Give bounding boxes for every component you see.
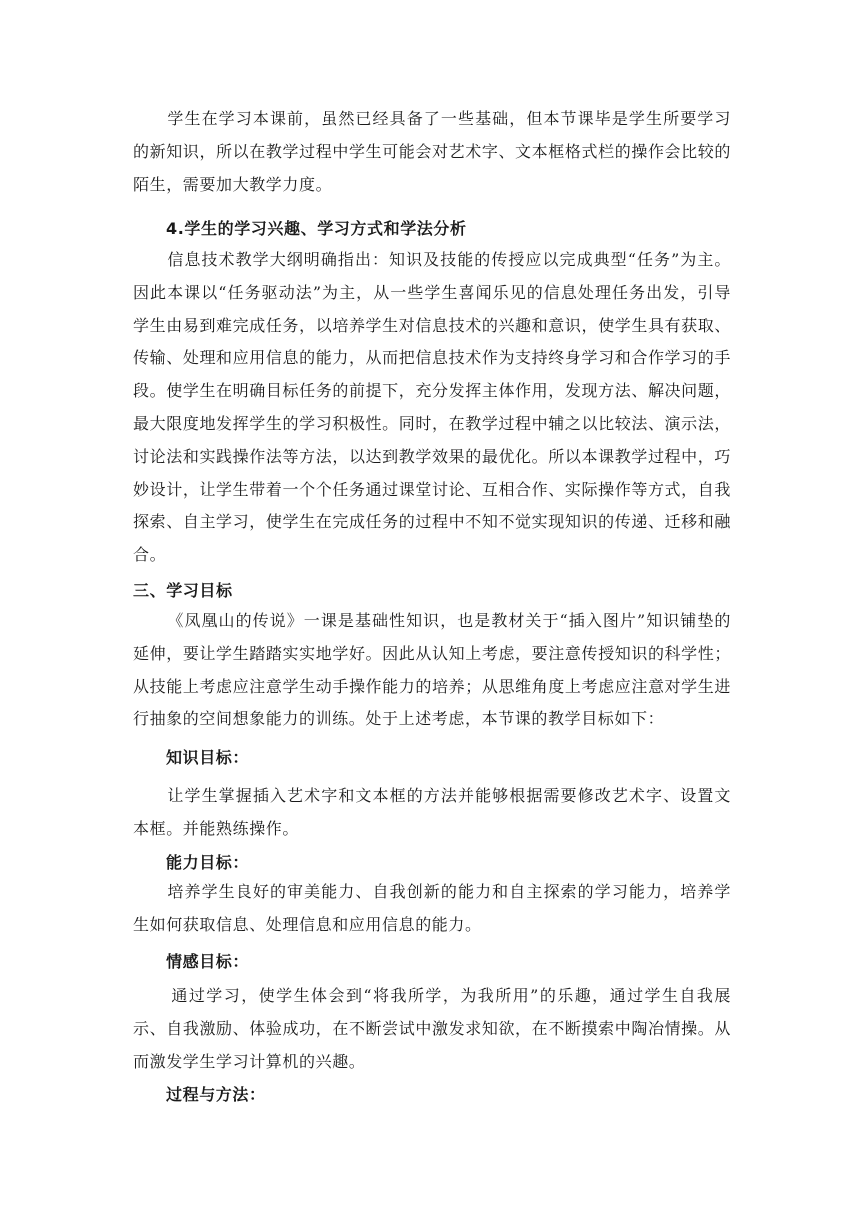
paragraph-foundation: 学生在学习本课前，虽然已经具备了一些基础，但本节课毕是学生所要学习的新知识，所以在教学过程中学生可能会对艺术字、文本框格式栏的操作会比较的陌生，需要加大教学力度。 <box>133 109 731 194</box>
heading-ability-goal: 能力目标： <box>166 853 250 872</box>
heading-knowledge-goal: 知识目标： <box>166 748 250 767</box>
heading-emotion-goal: 情感目标： <box>166 952 250 971</box>
paragraph-emotion-goal: 通过学习，使学生体会到“将我所学，为我所用”的乐趣，通过学生自我展示、自我激励、体验成功，在不断尝试中激发求知欲，在不断摸索中陶冶情操。从而激发学生学习计算机的兴趣。 <box>133 986 731 1071</box>
heading-learning-objectives: 三、学习目标 <box>133 581 233 600</box>
paragraph-teaching-method: 信息技术教学大纲明确指出：知识及技能的传授应以完成典型“任务”为主。因此本课以“任务驱动法”为主，从一些学生喜闻乐见的信息处理任务出发，引导学生由易到难完成任务，以培养学生对信息技术的兴趣和意识，使学生具有获取、传输、处理和应用信息的能力，从而把信息技术作为支持终身学习和合作学习的手段。使学生在明确目标任务的前提下，充分发挥主体作用，发现方法、解决问题，最大限度地发挥学生的学习积极性。同时，在教学过程中辅之以比较法、演示法，讨论法和实践操作法等方法，以达到教学效果的最优化。所以本课教学过程中，巧妙设计，让学生带着一个个任务通过课堂讨论、互相合作、实际操作等方式，自我探索、自主学习，使学生在完成任务的过程中不知不觉实现知识的传递、迁移和融合。 <box>133 250 731 565</box>
heading-learning-interest: 4.学生的学习兴趣、学习方式和学法分析 <box>166 219 467 238</box>
heading-process-method: 过程与方法： <box>166 1085 266 1104</box>
paragraph-ability-goal: 培养学生良好的审美能力、自我创新的能力和自主探索的学习能力，培养学生如何获取信息、处理信息和应用信息的能力。 <box>133 882 731 934</box>
paragraph-objectives-intro: 《凤凰山的传说》一课是基础性知识，也是教材关于“插入图片”知识铺垫的延伸，要让学生踏踏实实地学好。因此从认知上考虑，要注意传授知识的科学性；从技能上考虑应注意学生动手操作能力的培养；从思维角度上考虑应注意对学生进行抽象的空间想象能力的训练。处于上述考虑，本节课的教学目标如下： <box>133 611 731 729</box>
paragraph-knowledge-goal: 让学生掌握插入艺术字和文本框的方法并能够根据需要修改艺术字、设置文本框。并能熟练操作。 <box>133 786 731 838</box>
